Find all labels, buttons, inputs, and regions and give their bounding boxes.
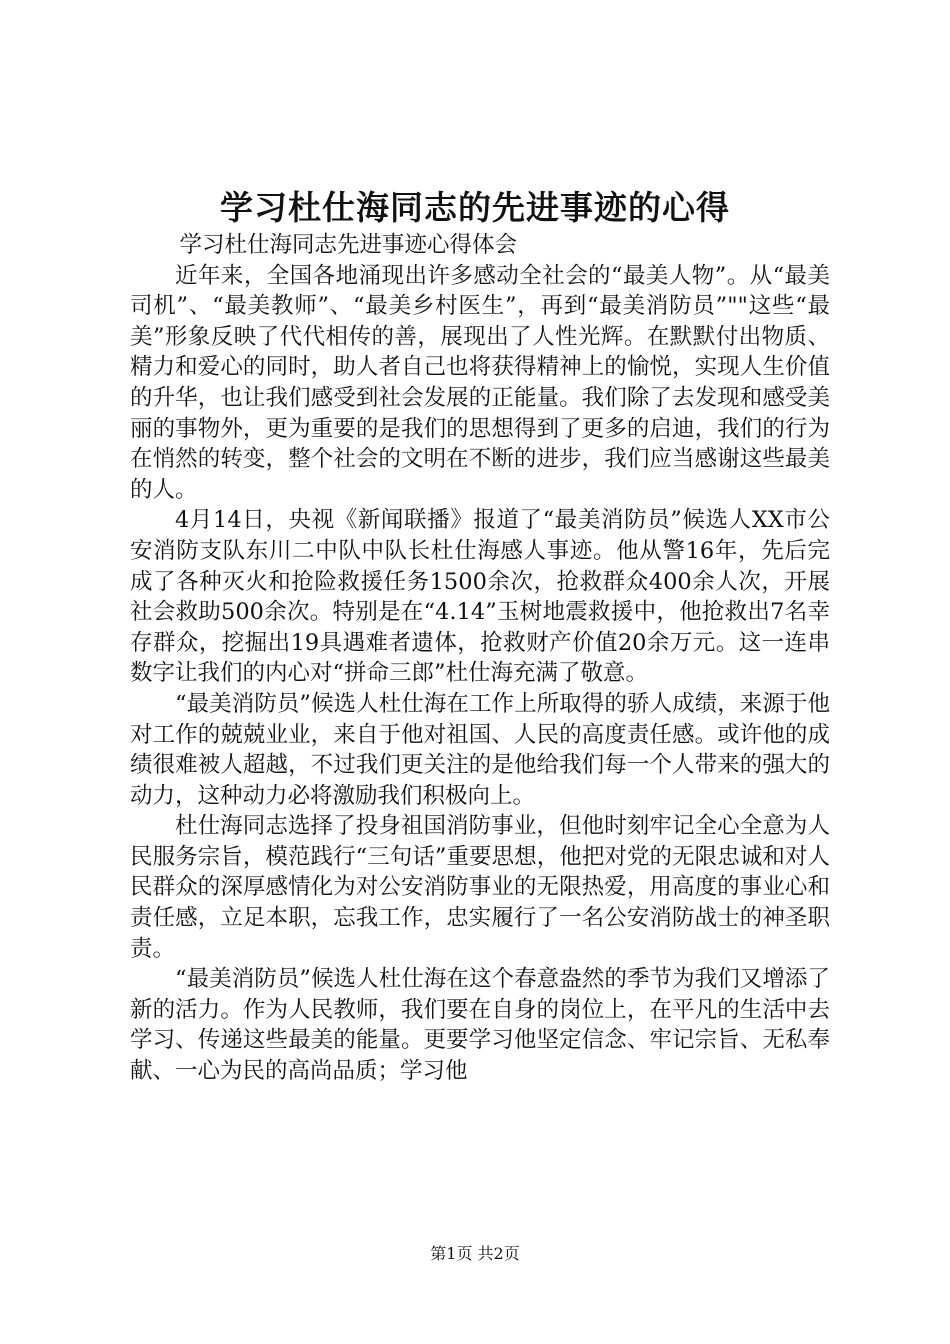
page-indicator: 第1页 共2页 (430, 1244, 520, 1263)
document-subtitle: 学习杜仕海同志先进事迹心得体会 (179, 232, 518, 258)
paragraph: 近年来，全国各地涌现出许多感动全社会的“最美人物”。从“最美司机”、“最美教师”、“最美乡村医生”，再到“最美消防员”""这些“最美”形象反映了代代相传的善，展现出了人性光辉。在默默付出物质、精力和爱心的同时，助人者自己也将获得精神上的愉悦，实现人生价值的升华，也让我们感受到社会发展的正能量。我们除了去发现和感受美丽的事物外，更为重要的是我们的思想得到了更多的启迪，我们的行为在悄然的转变，整个社会的文明在不断的进步，我们应当感谢这些最美的人。 (130, 262, 830, 503)
paragraph: “最美消防员”候选人杜仕海在这个春意盎然的季节为我们又增添了新的活力。作为人民教师，我们要在自身的岗位上，在平凡的生活中去学习、传递这些最美的能量。更要学习他坚定信念、牢记宗旨、无私奉献、一心为民的高尚品质；学习他 (130, 966, 830, 1085)
paragraph: 杜仕海同志选择了投身祖国消防事业，但他时刻牢记全心全意为人民服务宗旨，模范践行“三句话”重要思想，他把对党的无限忠诚和对人民群众的深厚感情化为对公安消防事业的无限热爱，用高度的事业心和责任感，立足本职，忘我工作，忠实履行了一名公安消防战士的神圣职责。 (130, 813, 830, 962)
paragraph: “最美消防员”候选人杜仕海在工作上所取得的骄人成绩，来源于他对工作的兢兢业业，来自于他对祖国、人民的高度责任感。或许他的成绩很难被人超越，不过我们更关注的是他给我们每一个人带来的强大的动力，这种动力必将激励我们积极向上。 (130, 690, 830, 809)
paragraph: 4月14日，央视《新闻联播》报道了“最美消防员”候选人XX市公安消防支队东川二中队中队长杜仕海感人事迹。他从警16年，先后完成了各种灭火和抢险救援任务1500余次，抢救群众400余人次，开展社会救助500余次。特别是在“4.14”玉树地震救援中，他抢救出7名幸存群众，挖掘出19具遇难者遗体，抢救财产价值20余万元。这一连串数字让我们的内心对“拼命三郎”杜仕海充满了敬意。 (130, 507, 830, 687)
document-body (130, 230, 830, 1087)
document-title: 学习杜仕海同志的先进事迹的心得 (220, 188, 730, 227)
